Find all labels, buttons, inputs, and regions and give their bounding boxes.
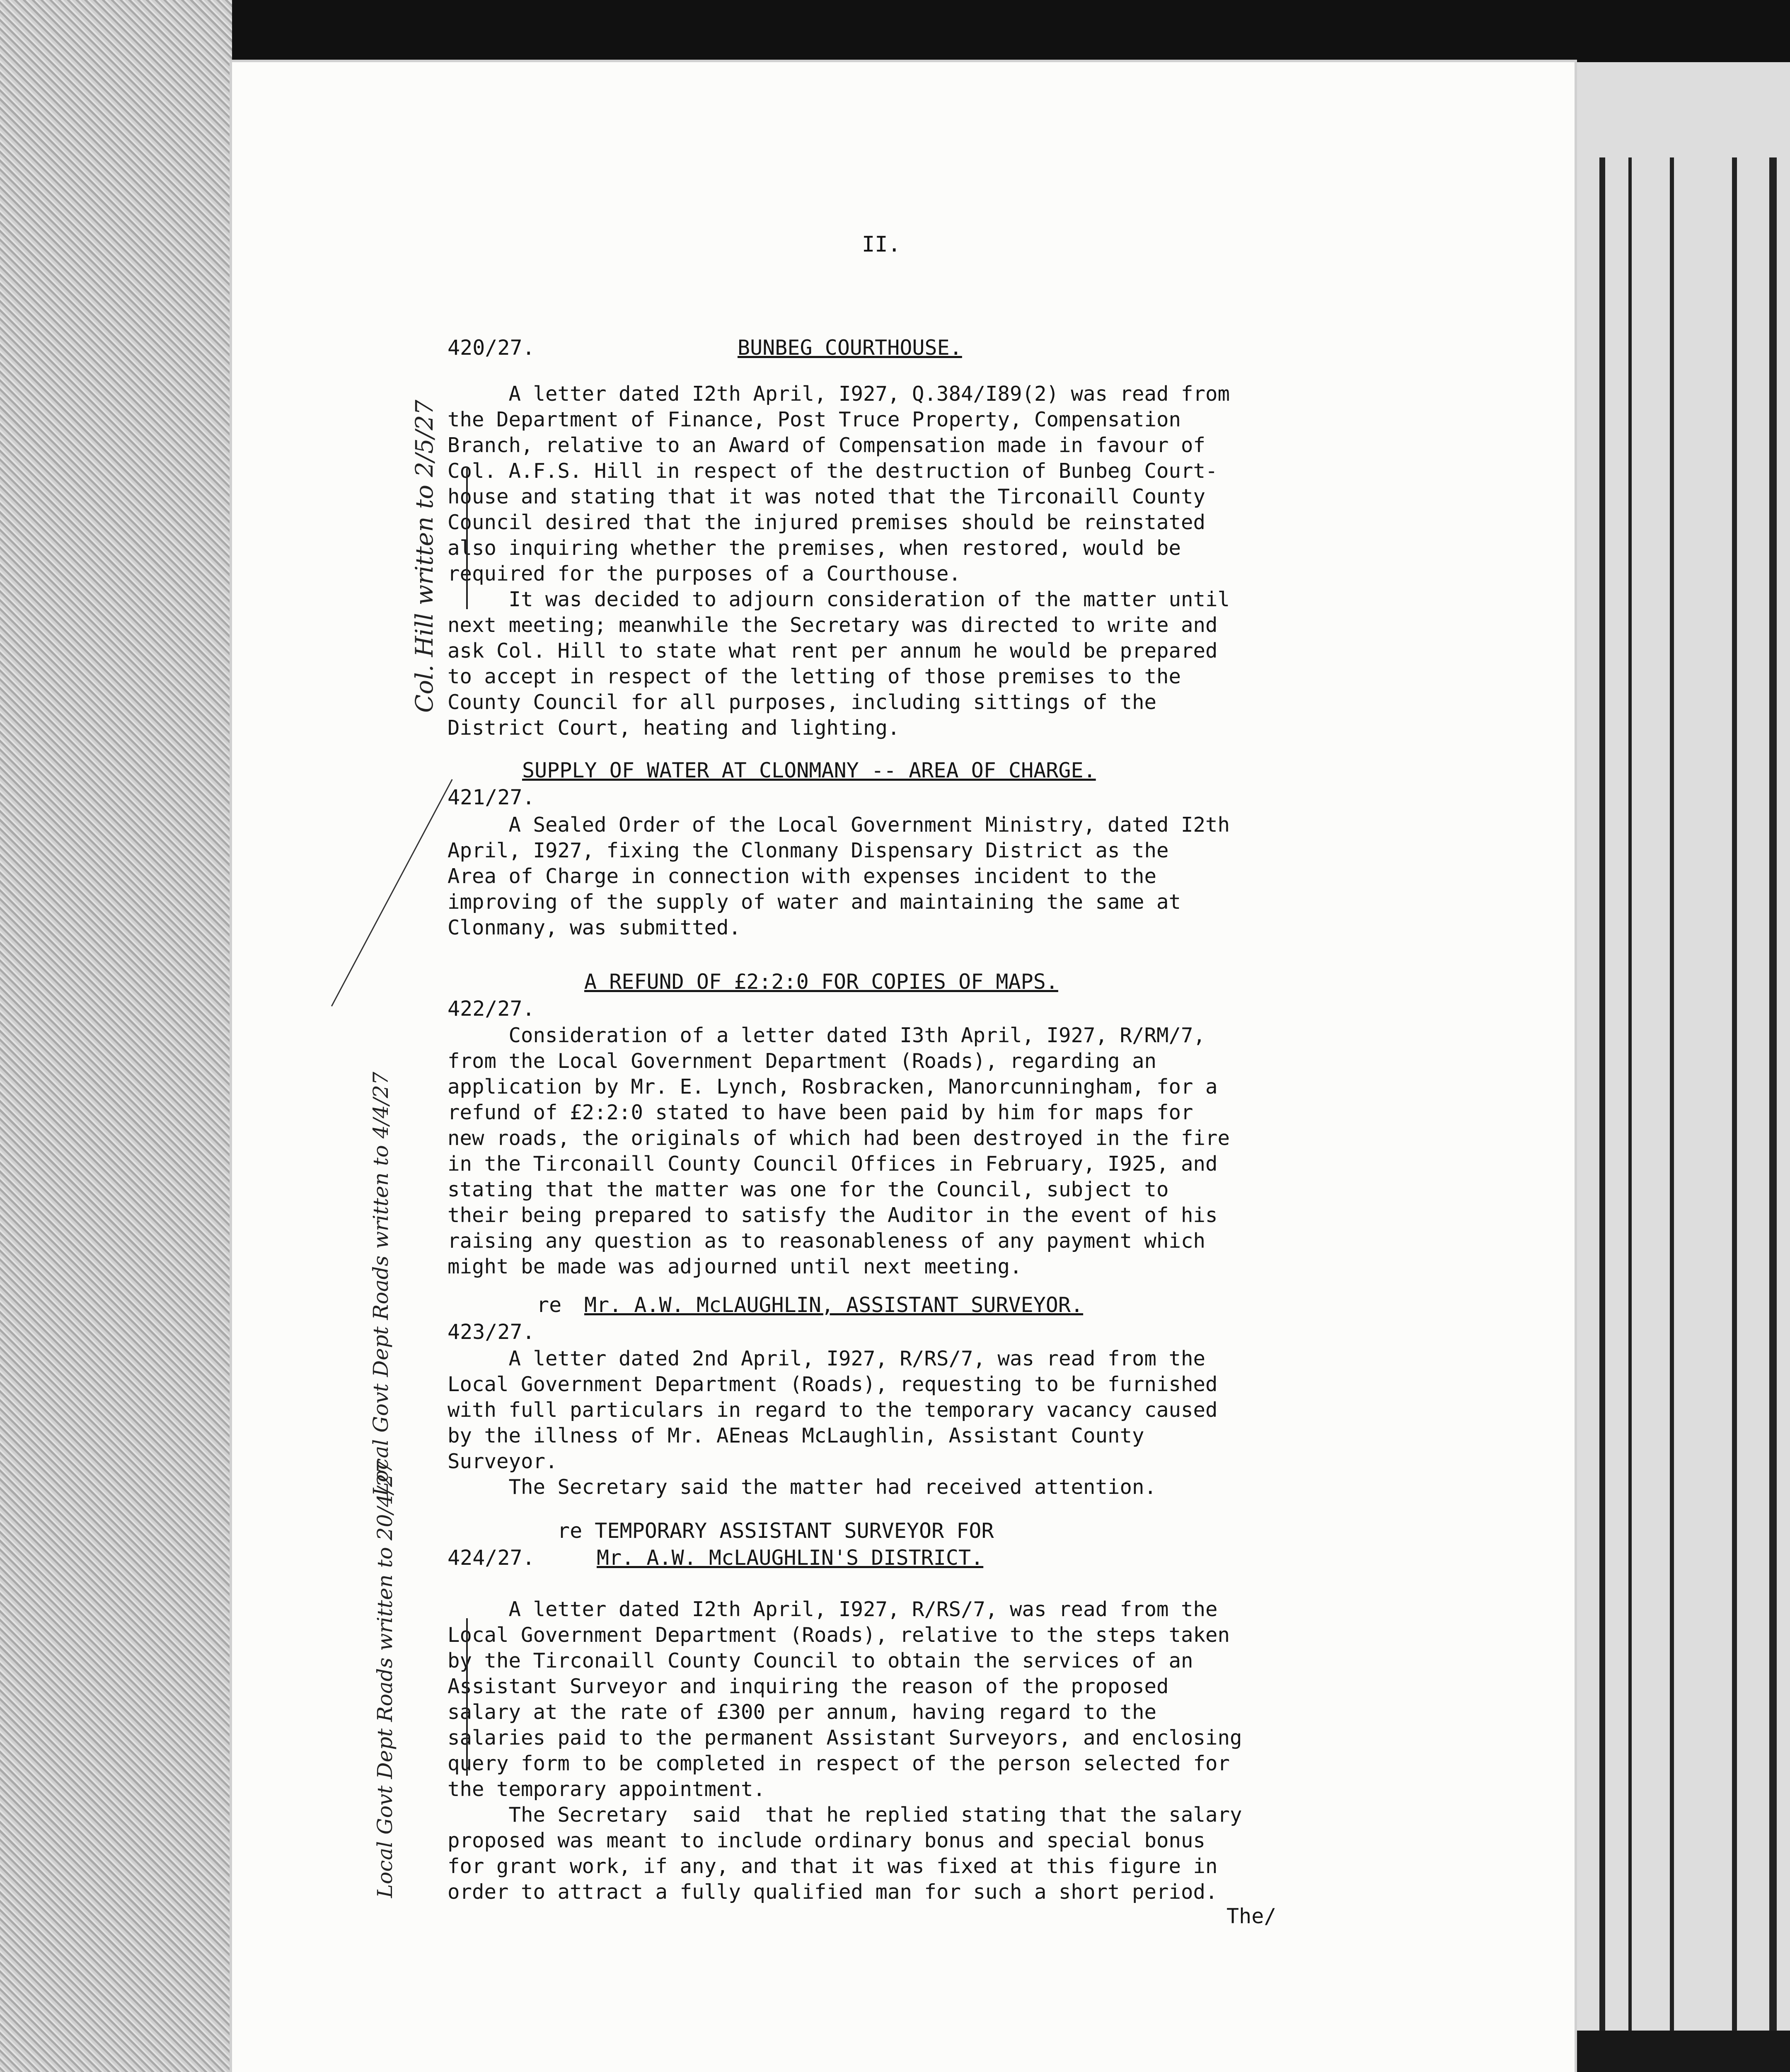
minute-paragraph xyxy=(448,381,1230,741)
minute-paragraph xyxy=(448,1597,1242,1905)
text-line: application by Mr. E. Lynch, Rosbracken, Manorcunningham, for a xyxy=(448,1075,1218,1099)
minute-heading: Mr. A.W. McLAUGHLIN, ASSISTANT SURVEYOR. xyxy=(584,1293,1084,1317)
text-line: A letter dated I2th April, I927, R/RS/7, was read from the xyxy=(448,1598,1218,1621)
text-line: by the illness of Mr. AEneas McLaughlin, Assistant County xyxy=(448,1424,1144,1447)
text-line: by the Tirconaill County Council to obtain the services of an xyxy=(448,1649,1193,1673)
binder-edge xyxy=(1732,157,1737,2072)
minute-paragraph xyxy=(448,812,1230,941)
text-line: Clonmany, was submitted. xyxy=(448,916,741,939)
text-line: order to attract a fully qualified man for such a short period. xyxy=(448,1880,1218,1904)
text-line: April, I927, fixing the Clonmany Dispensary District as the xyxy=(448,839,1169,862)
text-line: refund of £2:2:0 stated to have been paid by him for maps for xyxy=(448,1101,1193,1124)
text-line: new roads, the originals of which had been destroyed in the fire xyxy=(448,1126,1230,1150)
text-line: Surveyor. xyxy=(448,1450,558,1473)
scan-left-edge xyxy=(0,0,232,2072)
text-line: The Secretary said that he replied stating that the salary xyxy=(448,1803,1242,1827)
text-line: stating that the matter was one for the Council, subject to xyxy=(448,1178,1169,1201)
text-line: improving of the supply of water and maintaining the same at xyxy=(448,890,1181,914)
scan-right-edge xyxy=(1575,62,1790,2072)
text-line: with full particulars in regard to the temporary vacancy caused xyxy=(448,1398,1218,1422)
minute-paragraph xyxy=(448,1023,1230,1280)
binder-edge xyxy=(1599,157,1605,2072)
text-line: raising any question as to reasonableness of any payment which xyxy=(448,1229,1206,1253)
minute-number: 423/27. xyxy=(448,1320,535,1344)
minute-number: 422/27. xyxy=(448,997,535,1021)
margin-note-handwritten: Col. Hill written to 2/5/27 xyxy=(410,399,438,713)
text-line: Assistant Surveyor and inquiring the reason of the proposed xyxy=(448,1675,1169,1698)
catchword: The/ xyxy=(1226,1904,1277,1928)
text-line: might be made was adjourned until next meeting. xyxy=(448,1255,1022,1278)
text-line: required for the purposes of a Courthouse. xyxy=(448,562,961,586)
text-line: the Department of Finance, Post Truce Property, Compensation xyxy=(448,408,1181,431)
text-line: District Court, heating and lighting. xyxy=(448,716,900,740)
minute-number: 421/27. xyxy=(448,785,535,809)
text-line: It was decided to adjourn consideration of the matter until xyxy=(448,588,1230,611)
text-line: Consideration of a letter dated I3th April, I927, R/RM/7, xyxy=(448,1024,1206,1047)
text-line: proposed was meant to include ordinary bonus and special bonus xyxy=(448,1829,1206,1852)
text-line: for grant work, if any, and that it was fixed at this figure in xyxy=(448,1854,1218,1878)
text-line: A letter dated I2th April, I927, Q.384/I89(2) was read from xyxy=(448,382,1230,406)
minute-heading: SUPPLY OF WATER AT CLONMANY -- AREA OF CHARGE. xyxy=(522,758,1096,782)
text-line: salaries paid to the permanent Assistant Surveyors, and enclosing xyxy=(448,1726,1242,1750)
margin-bracket xyxy=(466,468,468,609)
minute-heading-line: re TEMPORARY ASSISTANT SURVEYOR FOR xyxy=(557,1519,994,1543)
text-line: salary at the rate of £300 per annum, having regard to the xyxy=(448,1700,1157,1724)
margin-note-handwritten: Local Govt Dept Roads written to 4/4/27 xyxy=(369,1072,393,1496)
text-line: the temporary appointment. xyxy=(448,1777,766,1801)
text-line: The Secretary said the matter had received attention. xyxy=(448,1475,1157,1499)
minute-heading: A REFUND OF £2:2:0 FOR COPIES OF MAPS. xyxy=(584,970,1058,994)
text-line: ask Col. Hill to state what rent per annum he would be prepared xyxy=(448,639,1218,663)
text-line: Local Government Department (Roads), requesting to be furnished xyxy=(448,1372,1218,1396)
minute-number: 420/27. xyxy=(448,336,535,360)
text-line: in the Tirconaill County Council Offices in February, I925, and xyxy=(448,1152,1218,1176)
text-line: from the Local Government Department (Roads), regarding an xyxy=(448,1049,1157,1073)
text-line: query form to be completed in respect of the person selected for xyxy=(448,1752,1230,1775)
text-line: house and stating that it was noted that the Tirconaill County xyxy=(448,485,1206,508)
document-body xyxy=(448,0,1575,2072)
binder-edge xyxy=(1628,157,1632,2072)
text-line: their being prepared to satisfy the Auditor in the event of his xyxy=(448,1203,1218,1227)
text-line: to accept in respect of the letting of those premises to the xyxy=(448,665,1181,688)
text-line: A letter dated 2nd April, I927, R/RS/7, was read from the xyxy=(448,1347,1206,1370)
text-line: Col. A.F.S. Hill in respect of the destruction of Bunbeg Court- xyxy=(448,459,1218,483)
text-line: Council desired that the injured premises should be reinstated xyxy=(448,511,1206,534)
minute-paragraph xyxy=(448,1346,1218,1500)
text-line: Branch, relative to an Award of Compensation made in favour of xyxy=(448,433,1206,457)
minute-heading: Mr. A.W. McLAUGHLIN'S DISTRICT. xyxy=(597,1546,984,1570)
minute-heading: BUNBEG COURTHOUSE. xyxy=(738,336,962,360)
text-line: next meeting; meanwhile the Secretary was directed to write and xyxy=(448,613,1218,637)
text-line: County Council for all purposes, including sittings of the xyxy=(448,690,1157,714)
text-line: also inquiring whether the premises, when restored, would be xyxy=(448,536,1181,560)
margin-note-handwritten: Local Govt Dept Roads written to 20/4/27 xyxy=(373,1460,397,1898)
binder-edge xyxy=(1769,157,1777,2072)
text-line: Area of Charge in connection with expenses incident to the xyxy=(448,864,1157,888)
minute-number: 424/27. xyxy=(448,1546,535,1570)
text-line: Local Government Department (Roads), relative to the steps taken xyxy=(448,1623,1230,1647)
text-line: A Sealed Order of the Local Government Ministry, dated I2th xyxy=(448,813,1230,837)
binder-edge xyxy=(1670,157,1674,2072)
page-number: II. xyxy=(862,232,901,257)
minute-heading-prefix: re xyxy=(537,1293,562,1317)
margin-bracket xyxy=(466,1618,468,1776)
